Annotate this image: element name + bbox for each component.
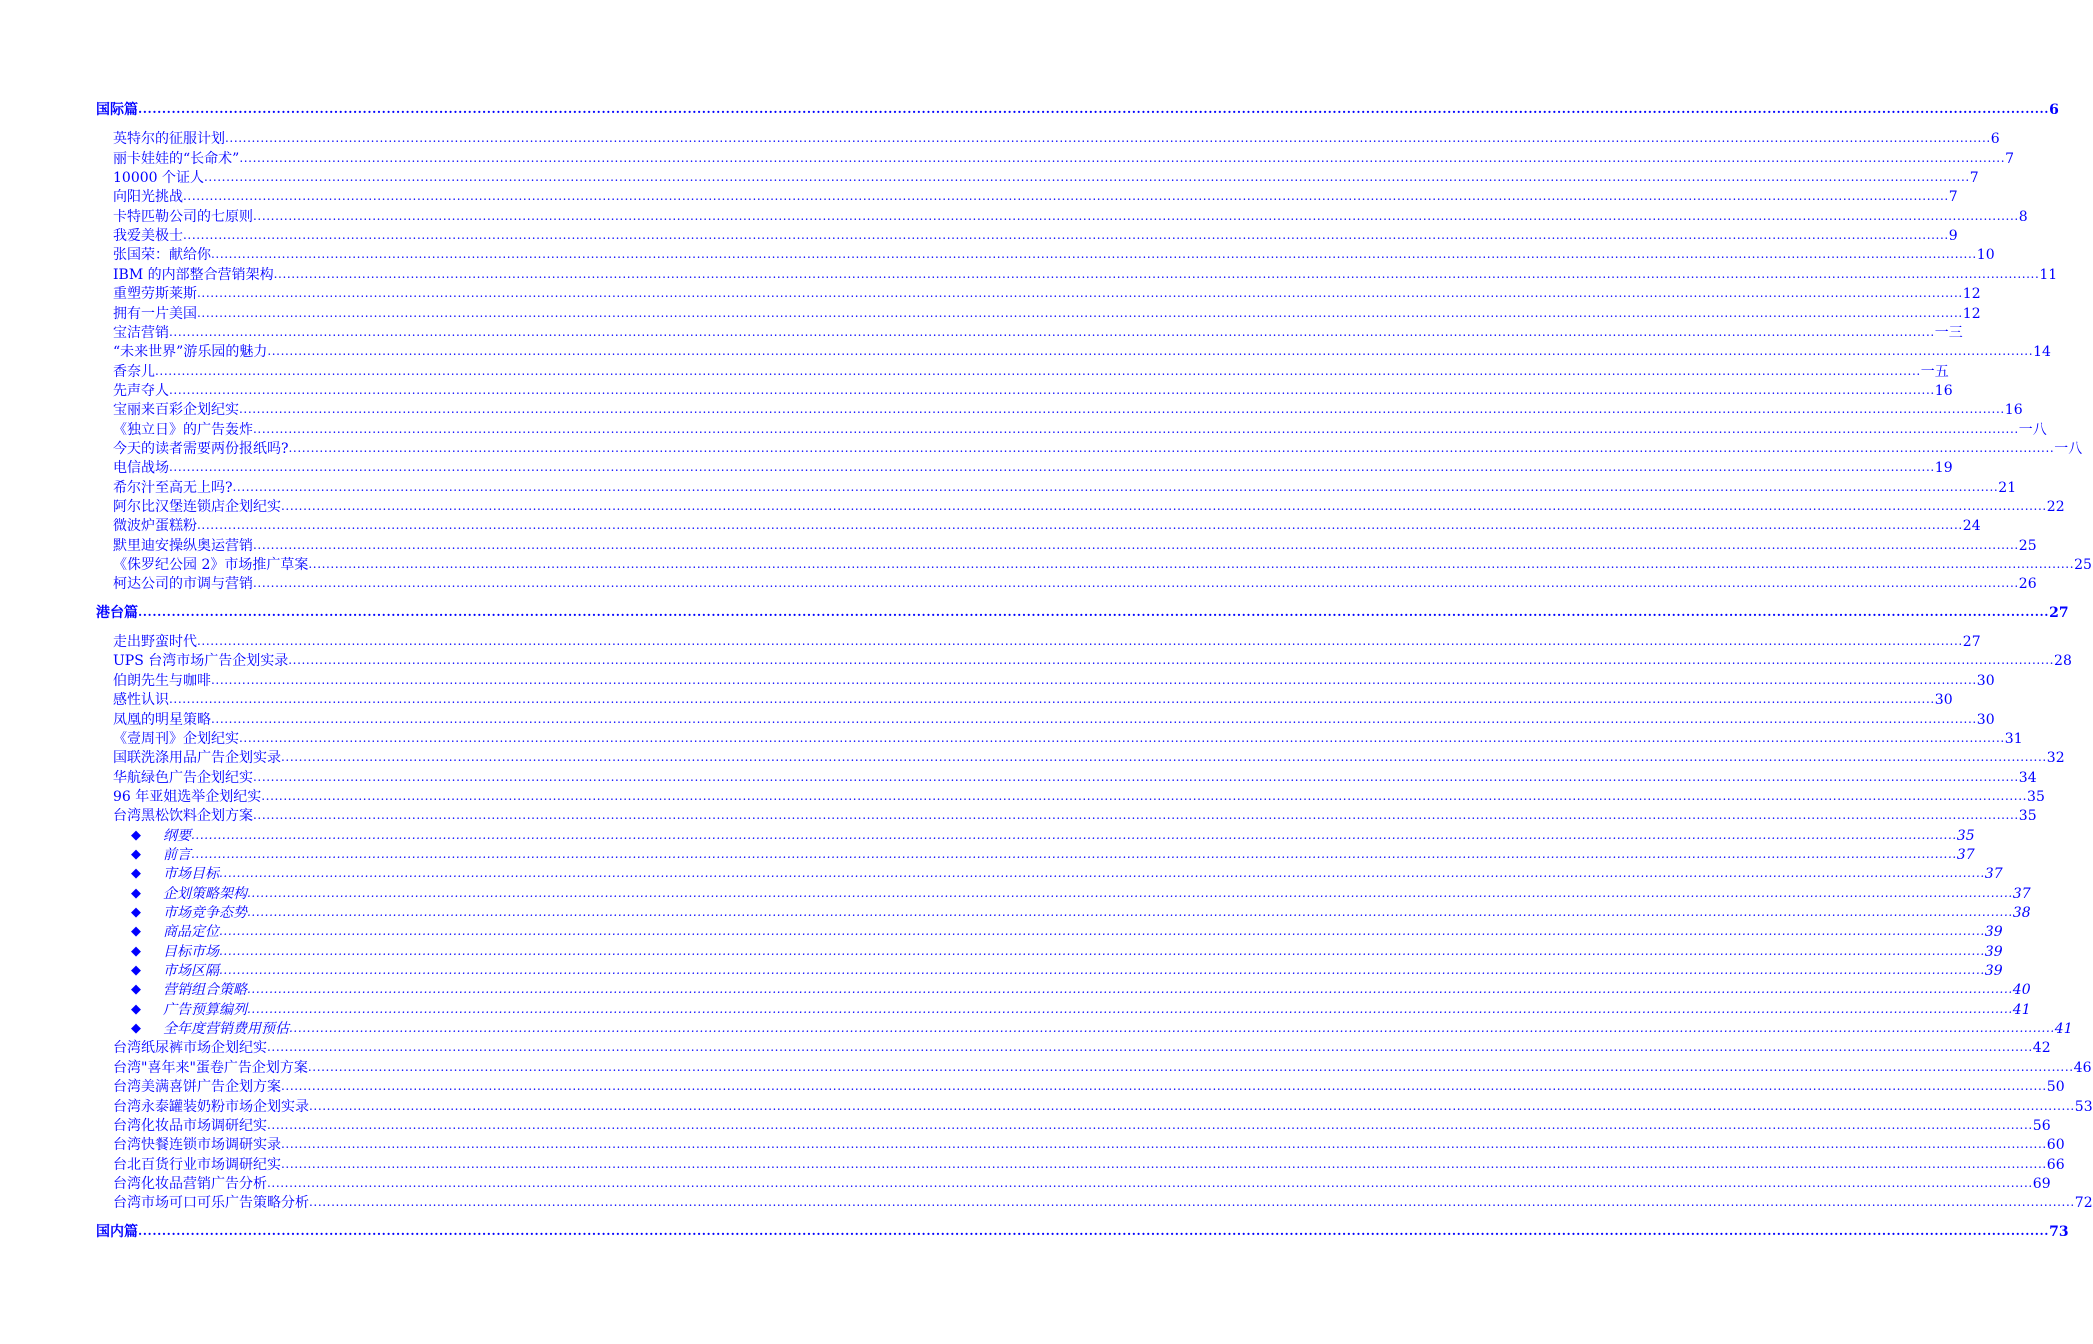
toc-entry[interactable] — [113, 1135, 2065, 1155]
toc-entry-title: 市场竞争态势 — [163, 905, 247, 921]
toc-entry[interactable] — [113, 323, 1963, 343]
toc-entry-title: 台北百货行业市场调研纪实 — [113, 1156, 281, 1173]
toc-entry-title: 国联洗涤用品广告企划实录 — [113, 750, 281, 767]
toc-section-heading[interactable] — [96, 1222, 2069, 1242]
toc-entry-title: 张国荣：献给你 — [113, 247, 211, 264]
diamond-bullet-icon: ◆ — [131, 943, 141, 959]
toc-entry-title: 《壹周刊》企划纪实 — [113, 730, 239, 747]
toc-page-number: 46 — [2073, 1059, 2092, 1076]
toc-entry[interactable] — [113, 690, 1953, 710]
toc-entry-title: 希尔汁至高无上吗? — [113, 479, 233, 496]
toc-entry-title: 台湾纸尿裤市场企划纪实 — [113, 1040, 267, 1057]
diamond-bullet-icon: ◆ — [131, 885, 141, 901]
toc-entry-title: 目标市场 — [163, 943, 219, 960]
toc-entry[interactable] — [113, 806, 2037, 826]
toc-entry-title: 香奈儿 — [113, 363, 155, 380]
toc-entry[interactable] — [113, 1038, 2051, 1058]
dot-leader: ................................................................................................................................................................................................................................................................................................................................................................................................................ — [138, 1223, 2050, 1238]
dot-leader: ................................................................................................................................................................................................................................................................................................................................................................................................................ — [289, 1021, 2055, 1036]
toc-entry[interactable] — [113, 129, 2000, 149]
toc-page-number: 41 — [2054, 1021, 2073, 1038]
toc-page-number: 一三 — [1934, 324, 1963, 341]
toc-page-number: 6 — [2049, 102, 2059, 118]
dot-leader: ................................................................................................................................................................................................................................................................................................................................................................................................................ — [155, 363, 1921, 378]
toc-entry-title: 宝洁营销 — [113, 324, 169, 341]
toc-entry-title: 微波炉蛋糕粉 — [113, 518, 197, 535]
dot-leader: ................................................................................................................................................................................................................................................................................................................................................................................................................ — [197, 305, 1963, 320]
dot-leader: ................................................................................................................................................................................................................................................................................................................................................................................................................ — [183, 228, 1949, 243]
toc-page-number: 34 — [2018, 769, 2037, 786]
dot-leader: ................................................................................................................................................................................................................................................................................................................................................................................................................ — [267, 344, 2034, 359]
dot-leader: ................................................................................................................................................................................................................................................................................................................................................................................................................ — [219, 943, 1985, 958]
toc-entry-title: 台湾永泰罐装奶粉市场企划实录 — [113, 1098, 309, 1115]
toc-page-number: 69 — [2032, 1175, 2051, 1192]
dot-leader: ................................................................................................................................................................................................................................................................................................................................................................................................................ — [169, 460, 1935, 475]
toc-page-number: 50 — [2046, 1079, 2065, 1096]
dot-leader: ................................................................................................................................................................................................................................................................................................................................................................................................................ — [169, 324, 1935, 339]
dot-leader: ................................................................................................................................................................................................................................................................................................................................................................................................................ — [232, 479, 1999, 494]
toc-page-number: 22 — [2046, 499, 2065, 515]
toc-entry-title: 纲要 — [163, 827, 191, 844]
toc-entry-title: 国内篇 — [96, 1223, 138, 1240]
toc-entry-title: 先声夺人 — [113, 382, 169, 399]
toc-page-number: 16 — [2004, 402, 2023, 419]
toc-entry[interactable] — [113, 458, 1953, 478]
toc-entry[interactable] — [113, 420, 2047, 440]
toc-entry[interactable] — [113, 729, 2023, 749]
toc-page-number: 37 — [2012, 885, 2031, 902]
dot-leader: ................................................................................................................................................................................................................................................................................................................................................................................................................ — [267, 1040, 2033, 1055]
diamond-bullet-icon: ◆ — [131, 905, 141, 920]
toc-entry[interactable] — [113, 1097, 2093, 1117]
dot-leader: ................................................................................................................................................................................................................................................................................................................................................................................................................ — [219, 963, 1985, 978]
toc-entry-title: 商品定位 — [163, 924, 219, 941]
dot-leader: ................................................................................................................................................................................................................................................................................................................................................................................................................ — [253, 808, 2019, 823]
dot-leader: ................................................................................................................................................................................................................................................................................................................................................................................................................ — [138, 604, 2050, 619]
toc-page-number: 60 — [2046, 1137, 2065, 1154]
diamond-bullet-icon: ◆ — [131, 846, 141, 862]
dot-leader: ................................................................................................................................................................................................................................................................................................................................................................................................................ — [211, 711, 1977, 726]
dot-leader: ................................................................................................................................................................................................................................................................................................................................................................................................................ — [204, 170, 1970, 185]
toc-entry-title: 96 年亚姐选举企划纪实 — [113, 788, 262, 805]
toc-entry[interactable] — [113, 1193, 2093, 1213]
toc-page-number: 7 — [1948, 189, 1958, 206]
toc-entry-title: 营销组合策略 — [163, 982, 247, 999]
toc-page-number: 25 — [2018, 537, 2037, 554]
toc-entry-title: 市场区隔 — [163, 963, 219, 980]
dot-leader: ................................................................................................................................................................................................................................................................................................................................................................................................................ — [169, 692, 1935, 707]
diamond-bullet-icon: ◆ — [131, 866, 141, 882]
dot-leader: ................................................................................................................................................................................................................................................................................................................................................................................................................ — [288, 653, 2055, 668]
dot-leader: ................................................................................................................................................................................................................................................................................................................................................................................................................ — [267, 1117, 2033, 1132]
toc-page-number: 39 — [1984, 943, 2003, 960]
toc-page-number: 12 — [1962, 286, 1981, 303]
toc-entry[interactable] — [113, 1058, 2092, 1078]
toc-sub-entry[interactable] — [131, 1019, 2073, 1039]
toc-entry-title: 今天的读者需要两份报纸吗? — [113, 440, 289, 457]
toc-entry[interactable] — [113, 168, 1979, 188]
dot-leader: ................................................................................................................................................................................................................................................................................................................................................................................................................ — [247, 885, 2013, 900]
dot-leader: ................................................................................................................................................................................................................................................................................................................................................................................................................ — [219, 924, 1985, 939]
toc-sub-entry[interactable] — [131, 884, 2031, 904]
toc-page-number: 19 — [1934, 460, 1953, 477]
dot-leader: ................................................................................................................................................................................................................................................................................................................................................................................................................ — [183, 189, 1949, 204]
toc-sub-entry[interactable] — [131, 942, 2003, 962]
toc-entry[interactable] — [113, 187, 1958, 207]
toc-entry[interactable] — [113, 1077, 2065, 1097]
toc-entry-title: UPS 台湾市场广告企划实录 — [113, 653, 289, 670]
dot-leader: ................................................................................................................................................................................................................................................................................................................................................................................................................ — [308, 557, 2075, 572]
dot-leader: ................................................................................................................................................................................................................................................................................................................................................................................................................ — [239, 402, 2005, 417]
toc-entry-title: 我爱美极士 — [113, 228, 183, 245]
toc-entry[interactable] — [113, 226, 1958, 246]
dot-leader: ................................................................................................................................................................................................................................................................................................................................................................................................................ — [253, 769, 2019, 784]
toc-entry-title: 台湾美满喜饼广告企划方案 — [113, 1079, 281, 1096]
toc-page-number: 27 — [2049, 604, 2069, 621]
toc-entry[interactable] — [113, 478, 2017, 498]
dot-leader: ................................................................................................................................................................................................................................................................................................................................................................................................................ — [138, 102, 2050, 116]
dot-leader: ................................................................................................................................................................................................................................................................................................................................................................................................................ — [197, 634, 1963, 649]
toc-entry-title: 港台篇 — [96, 604, 138, 621]
toc-entry-title: 默里迪安操纵奥运营销 — [113, 537, 253, 554]
toc-section-heading[interactable] — [96, 100, 2059, 120]
diamond-bullet-icon: ◆ — [131, 963, 141, 979]
dot-leader: ................................................................................................................................................................................................................................................................................................................................................................................................................ — [281, 1079, 2047, 1094]
dot-leader: ................................................................................................................................................................................................................................................................................................................................................................................................................ — [253, 208, 2019, 223]
toc-entry[interactable] — [113, 207, 2028, 227]
dot-leader: ................................................................................................................................................................................................................................................................................................................................................................................................................ — [288, 440, 2055, 455]
dot-leader: ................................................................................................................................................................................................................................................................................................................................................................................................................ — [191, 827, 1957, 842]
toc-entry-title: 台湾快餐连锁市场调研实录 — [113, 1137, 281, 1154]
toc-entry[interactable] — [113, 574, 2037, 594]
toc-entry[interactable] — [113, 787, 2045, 807]
toc-page-number: 7 — [1969, 170, 1979, 187]
toc-entry[interactable] — [113, 304, 1981, 324]
toc-entry-title: 凤凰的明星策略 — [113, 711, 211, 728]
toc-page-number: 35 — [1956, 827, 1975, 844]
toc-entry-title: 10000 个证人 — [113, 170, 204, 187]
toc-sub-entry[interactable] — [131, 922, 2003, 942]
dot-leader: ................................................................................................................................................................................................................................................................................................................................................................................................................ — [247, 982, 2013, 997]
toc-sub-entry[interactable] — [131, 980, 2031, 1000]
toc-sub-entry[interactable] — [131, 961, 2003, 981]
toc-entry-title: 伯朗先生与咖啡 — [113, 672, 211, 689]
toc-page-number: 21 — [1998, 479, 2017, 496]
toc-entry[interactable] — [113, 768, 2037, 788]
dot-leader: ................................................................................................................................................................................................................................................................................................................................................................................................................ — [309, 1195, 2075, 1210]
toc-entry-title: 柯达公司的市调与营销 — [113, 576, 253, 593]
toc-page-number: 66 — [2046, 1156, 2065, 1173]
diamond-bullet-icon: ◆ — [131, 924, 141, 940]
dot-leader: ................................................................................................................................................................................................................................................................................................................................................................................................................ — [281, 1156, 2047, 1171]
toc-page-number: 一八 — [2018, 421, 2047, 438]
toc-page-number: 31 — [2004, 730, 2023, 747]
toc-page-number: 53 — [2074, 1098, 2093, 1115]
toc-entry[interactable] — [113, 362, 1949, 382]
dot-leader: ................................................................................................................................................................................................................................................................................................................................................................................................................ — [211, 247, 1977, 262]
toc-entry-title: 前言 — [163, 846, 191, 863]
toc-entry[interactable] — [113, 671, 1995, 691]
toc-page-number: 9 — [1948, 228, 1958, 245]
dot-leader: ................................................................................................................................................................................................................................................................................................................................................................................................................ — [273, 266, 2040, 281]
toc-entry-title: 台湾市场可口可乐广告策略分析 — [113, 1195, 309, 1212]
toc-entry[interactable] — [113, 710, 1995, 730]
dot-leader: ................................................................................................................................................................................................................................................................................................................................................................................................................ — [309, 1098, 2075, 1113]
toc-entry[interactable] — [113, 284, 1981, 304]
dot-leader: ................................................................................................................................................................................................................................................................................................................................................................................................................ — [247, 905, 2013, 919]
toc-page-number: 10 — [1976, 247, 1995, 264]
toc-entry-title: 企划策略架构 — [163, 885, 247, 902]
diamond-bullet-icon: ◆ — [131, 1001, 141, 1017]
toc-page-number: 39 — [1984, 963, 2003, 980]
dot-leader: ................................................................................................................................................................................................................................................................................................................................................................................................................ — [191, 846, 1957, 861]
toc-page-number: 一五 — [1920, 363, 1949, 380]
toc-entry[interactable] — [113, 497, 2065, 517]
toc-page-number: 7 — [2005, 150, 2015, 167]
dot-leader: ................................................................................................................................................................................................................................................................................................................................................................................................................ — [239, 150, 2006, 165]
toc-page-number: 72 — [2074, 1195, 2093, 1212]
toc-entry-title: 宝丽来百彩企划纪实 — [113, 402, 239, 419]
toc-page-number: 40 — [2012, 982, 2031, 999]
toc-sub-entry[interactable] — [131, 903, 2031, 923]
diamond-bullet-icon: ◆ — [131, 982, 141, 998]
toc-entry[interactable] — [113, 748, 2065, 768]
toc-entry-title: 电信战场 — [113, 460, 169, 477]
toc-entry[interactable] — [113, 1155, 2065, 1175]
toc-page-number: 39 — [1984, 924, 2003, 941]
toc-sub-entry[interactable] — [131, 1000, 2031, 1020]
toc-page-number: 56 — [2032, 1117, 2051, 1134]
toc-page-number: 37 — [1956, 846, 1975, 863]
dot-leader: ................................................................................................................................................................................................................................................................................................................................................................................................................ — [281, 750, 2047, 765]
toc-page-number: 30 — [1976, 711, 1995, 728]
toc-entry-title: 台湾化妆品市场调研纪实 — [113, 1117, 267, 1134]
toc-page-number: 30 — [1976, 672, 1995, 689]
toc-entry-title: 《侏罗纪公园 2》市场推广草案 — [113, 557, 309, 574]
toc-entry-title: 市场目标 — [163, 866, 219, 883]
toc-entry-title: 英特尔的征服计划 — [113, 131, 225, 148]
toc-page-number: 27 — [1962, 634, 1981, 651]
toc-page-number: 38 — [2012, 905, 2031, 921]
toc-entry-title: 卡特匹勒公司的七原则 — [113, 208, 253, 225]
toc-entry[interactable] — [113, 1174, 2051, 1194]
toc-page-number: 12 — [1962, 305, 1981, 322]
toc-entry[interactable] — [113, 516, 1981, 536]
dot-leader: ................................................................................................................................................................................................................................................................................................................................................................................................................ — [253, 576, 2019, 591]
toc-entry-title: 《独立日》的广告轰炸 — [113, 421, 253, 438]
toc-entry[interactable] — [113, 149, 2015, 169]
toc-entry-title: 台湾"喜年来"蛋卷广告企划方案 — [113, 1059, 308, 1076]
toc-entry[interactable] — [113, 439, 2083, 459]
toc-page-number: 8 — [2018, 208, 2028, 225]
toc-entry-title: 台湾化妆品营销广告分析 — [113, 1175, 267, 1192]
dot-leader: ................................................................................................................................................................................................................................................................................................................................................................................................................ — [281, 1137, 2047, 1152]
toc-entry-title: 感性认识 — [113, 692, 169, 709]
toc-page-number: 14 — [2033, 344, 2051, 361]
toc-entry[interactable] — [113, 265, 2058, 285]
toc-page-number: 一八 — [2054, 440, 2083, 457]
dot-leader: ................................................................................................................................................................................................................................................................................................................................................................................................................ — [253, 537, 2019, 552]
toc-entry[interactable] — [113, 381, 1953, 401]
dot-leader: ................................................................................................................................................................................................................................................................................................................................................................................................................ — [225, 131, 1991, 146]
toc-entry-title: 丽卡娃娃的“长命术” — [113, 150, 240, 167]
dot-leader: ................................................................................................................................................................................................................................................................................................................................................................................................................ — [239, 730, 2005, 745]
dot-leader: ................................................................................................................................................................................................................................................................................................................................................................................................................ — [281, 499, 2047, 513]
toc-entry-title: 全年度营销费用预估 — [163, 1021, 289, 1038]
toc-entry[interactable] — [113, 555, 2092, 575]
toc-entry[interactable] — [113, 400, 2023, 420]
toc-page-number: 73 — [2049, 1223, 2069, 1240]
toc-entry-title: 阿尔比汉堡连锁店企划纪实 — [113, 499, 281, 515]
diamond-bullet-icon: ◆ — [131, 1021, 141, 1037]
toc-entry[interactable] — [113, 245, 1995, 265]
dot-leader: ................................................................................................................................................................................................................................................................................................................................................................................................................ — [169, 382, 1935, 397]
dot-leader: ................................................................................................................................................................................................................................................................................................................................................................................................................ — [211, 672, 1977, 687]
dot-leader: ................................................................................................................................................................................................................................................................................................................................................................................................................ — [197, 518, 1963, 533]
diamond-bullet-icon: ◆ — [131, 827, 141, 843]
toc-entry[interactable] — [113, 651, 2072, 671]
dot-leader: ................................................................................................................................................................................................................................................................................................................................................................................................................ — [219, 866, 1985, 881]
toc-entry[interactable] — [113, 1116, 2051, 1136]
dot-leader: ................................................................................................................................................................................................................................................................................................................................................................................................................ — [307, 1059, 2074, 1074]
toc-entry-title: 向阳光挑战 — [113, 189, 183, 206]
toc-entry-title: 拥有一片美国 — [113, 305, 197, 322]
toc-entry-title: 广告预算编列 — [163, 1001, 247, 1018]
toc-page-number: 35 — [2018, 808, 2037, 825]
toc-page-number: 25 — [2074, 557, 2092, 574]
dot-leader: ................................................................................................................................................................................................................................................................................................................................................................................................................ — [261, 788, 2028, 803]
toc-entry-title: 走出野蛮时代 — [113, 634, 197, 651]
toc-entry[interactable] — [113, 536, 2037, 556]
toc-entry-title: IBM 的内部整合营销架构 — [113, 266, 274, 283]
toc-page-number: 16 — [1934, 382, 1953, 399]
toc-entry[interactable] — [113, 632, 1981, 652]
dot-leader: ................................................................................................................................................................................................................................................................................................................................................................................................................ — [197, 286, 1963, 301]
toc-page-number: 26 — [2018, 576, 2037, 593]
dot-leader: ................................................................................................................................................................................................................................................................................................................................................................................................................ — [253, 421, 2019, 436]
toc-page-number: 32 — [2046, 750, 2065, 767]
toc-page-number: 11 — [2039, 266, 2058, 283]
toc-page-number: 42 — [2032, 1040, 2051, 1057]
toc-page-number: 28 — [2054, 653, 2072, 670]
toc-entry-title: “未来世界”游乐园的魅力 — [113, 344, 268, 361]
toc-section-heading[interactable] — [96, 603, 2069, 623]
dot-leader: ................................................................................................................................................................................................................................................................................................................................................................................................................ — [247, 1001, 2013, 1016]
dot-leader: ................................................................................................................................................................................................................................................................................................................................................................................................................ — [267, 1175, 2033, 1190]
toc-page-number: 35 — [2027, 788, 2045, 805]
toc-entry-title: 华航绿色广告企划纪实 — [113, 769, 253, 786]
toc-page-number: 37 — [1984, 866, 2003, 883]
toc-sub-entry[interactable] — [131, 845, 1975, 865]
toc-entry-title: 重塑劳斯莱斯 — [113, 286, 197, 303]
toc-page-number: 41 — [2012, 1001, 2031, 1018]
toc-sub-entry[interactable] — [131, 864, 2003, 884]
toc-page-number: 30 — [1934, 692, 1953, 709]
toc-entry-title: 台湾黑松饮料企划方案 — [113, 808, 253, 825]
toc-page-number: 6 — [1990, 131, 2000, 148]
toc-entry-title: 国际篇 — [96, 102, 138, 118]
toc-page-number: 24 — [1962, 518, 1981, 535]
toc-sub-entry[interactable] — [131, 826, 1975, 846]
toc-entry[interactable] — [113, 342, 2051, 362]
